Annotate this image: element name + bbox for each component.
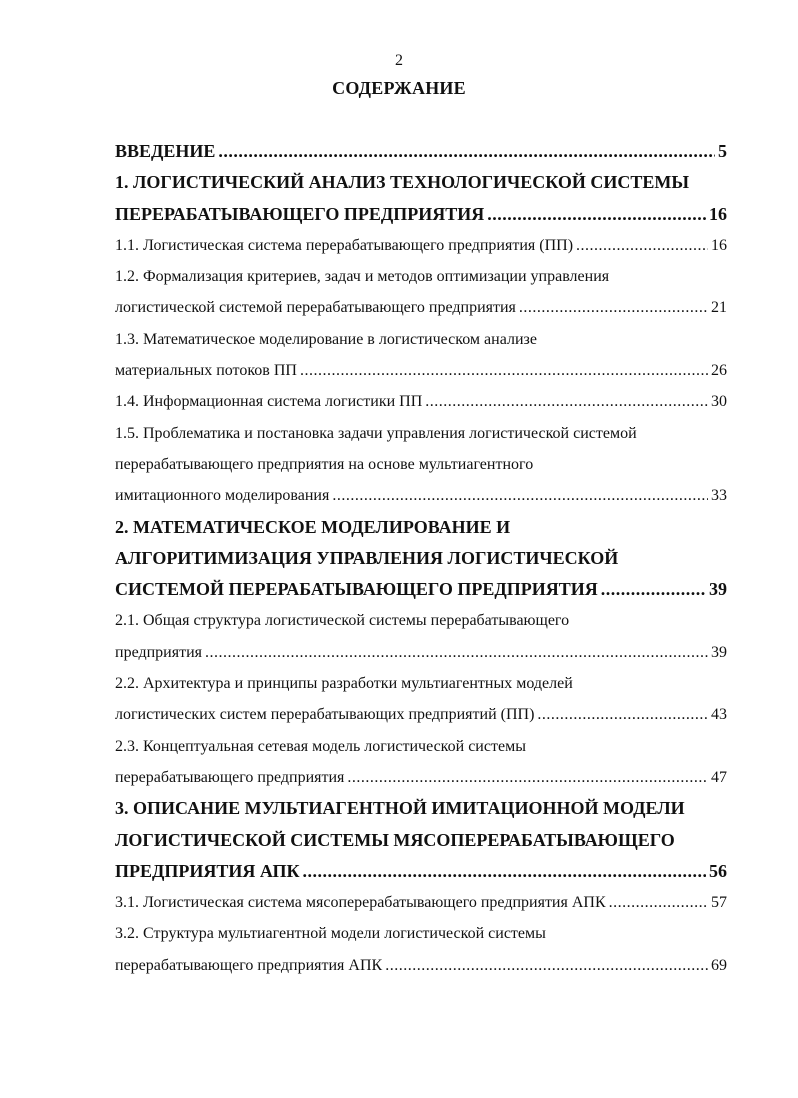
toc-page-number: 5	[718, 141, 727, 161]
toc-line	[115, 199, 727, 230]
toc-entry-text: перерабатывающего предприятия АПК	[115, 956, 383, 974]
toc-leader-dots	[425, 386, 708, 417]
toc-line	[115, 386, 727, 417]
toc-line	[115, 637, 727, 668]
toc-page-number: 69	[711, 956, 727, 974]
toc-line	[115, 543, 727, 574]
toc-line	[115, 887, 727, 918]
toc-line	[115, 136, 727, 167]
toc-entry-text: предприятия	[115, 643, 202, 661]
toc-line	[115, 699, 727, 730]
toc-entry-text: 1.4. Информационная система логистики ПП	[115, 393, 423, 411]
toc-page-number: 39	[709, 579, 727, 600]
toc-leader-dots	[519, 292, 708, 323]
toc-page-number: 33	[711, 487, 727, 505]
toc-line	[115, 762, 727, 793]
toc-entry-text: логистических систем перерабатывающих предприятий (ПП)	[115, 706, 535, 724]
toc-line	[115, 918, 727, 949]
toc-page-number: 16	[711, 236, 727, 254]
page-title: СОДЕРЖАНИЕ	[332, 78, 466, 98]
toc-page-number: 57	[711, 894, 727, 912]
toc-entry-text: имитационного моделирования	[115, 487, 330, 505]
toc-line	[115, 793, 727, 824]
toc-line	[115, 512, 727, 543]
toc-leader-dots	[537, 699, 708, 730]
toc-leader-dots	[576, 230, 708, 261]
toc-line	[115, 731, 727, 762]
toc-entry-text: перерабатывающего предприятия	[115, 768, 345, 786]
toc-entry-text: 1.1. Логистическая система перерабатывающего предприятия (ПП)	[115, 236, 574, 254]
toc-page-number: 21	[711, 299, 727, 317]
toc-entry-text: 1.5. Проблематика и постановка задачи управления логистической системой	[115, 424, 637, 442]
toc-line	[115, 605, 727, 636]
toc-entry-text: ПРЕДПРИЯТИЯ АПК	[115, 860, 300, 881]
toc-line	[115, 480, 727, 511]
toc-entry-text: 2.3. Концептуальная сетевая модель логистической системы	[115, 737, 526, 755]
toc-entry-text: 3.1. Логистическая система мясоперерабатывающего предприятия АПК	[115, 894, 606, 912]
toc-entry-text: 2.2. Архитектура и принципы разработки мультиагентных моделей	[115, 675, 573, 693]
toc-entry-text: 1.2. Формализация критериев, задач и методов оптимизации управления	[115, 268, 610, 286]
toc-line	[115, 950, 727, 981]
toc-entry-text: ПЕРЕРАБАТЫВАЮЩЕГО ПРЕДПРИЯТИЯ	[115, 203, 485, 224]
toc-leader-dots	[218, 136, 715, 167]
toc-entry-text: 3. ОПИСАНИЕ МУЛЬТИАГЕНТНОЙ ИМИТАЦИОННОЙ МОДЕЛИ	[115, 798, 685, 819]
toc-entry-text: 1. ЛОГИСТИЧЕСКИЙ АНАЛИЗ ТЕХНОЛОГИЧЕСКОЙ СИСТЕМЫ	[115, 172, 690, 193]
toc-leader-dots	[303, 856, 707, 887]
page-number: 2	[395, 52, 403, 69]
toc-leader-dots	[487, 199, 706, 230]
toc-page-number: 47	[711, 768, 727, 786]
toc-leader-dots	[347, 762, 708, 793]
table-of-contents	[115, 136, 727, 981]
toc-leader-dots	[332, 480, 708, 511]
toc-line	[115, 292, 727, 323]
toc-line	[115, 449, 727, 480]
toc-line	[115, 230, 727, 261]
toc-line	[115, 261, 727, 292]
toc-page-number: 26	[711, 362, 727, 380]
toc-page-number: 30	[711, 393, 727, 411]
toc-entry-text: АЛГОРИТИМИЗАЦИЯ УПРАВЛЕНИЯ ЛОГИСТИЧЕСКОЙ	[115, 547, 619, 568]
toc-line	[115, 418, 727, 449]
toc-line	[115, 668, 727, 699]
toc-page-number: 56	[709, 860, 727, 881]
toc-line	[115, 167, 727, 198]
toc-entry-text: 3.2. Структура мультиагентной модели логистической системы	[115, 925, 546, 943]
toc-line	[115, 574, 727, 605]
toc-line	[115, 324, 727, 355]
toc-entry-text: ВВЕДЕНИЕ	[115, 141, 216, 161]
toc-line	[115, 355, 727, 386]
toc-leader-dots	[300, 355, 708, 386]
toc-entry-text: материальных потоков ПП	[115, 362, 297, 380]
toc-line	[115, 825, 727, 856]
toc-leader-dots	[205, 637, 708, 668]
toc-entry-text: логистической системой перерабатывающего предприятия	[115, 299, 516, 317]
toc-line	[115, 856, 727, 887]
toc-entry-text: перерабатывающего предприятия на основе мультиагентного	[115, 455, 534, 473]
toc-leader-dots	[601, 574, 706, 605]
toc-entry-text: 2. МАТЕМАТИЧЕСКОЕ МОДЕЛИРОВАНИЕ И	[115, 516, 511, 537]
toc-entry-text: 1.3. Математическое моделирование в логистическом анализе	[115, 330, 537, 348]
toc-leader-dots	[609, 887, 708, 918]
toc-page-number: 43	[711, 706, 727, 724]
toc-page-number: 39	[711, 643, 727, 661]
toc-entry-text: ЛОГИСТИЧЕСКОЙ СИСТЕМЫ МЯСОПЕРЕРАБАТЫВАЮЩЕГО	[115, 829, 675, 850]
toc-entry-text: СИСТЕМОЙ ПЕРЕРАБАТЫВАЮЩЕГО ПРЕДПРИЯТИЯ	[115, 579, 598, 600]
toc-entry-text: 2.1. Общая структура логистической системы перерабатывающего	[115, 612, 570, 630]
toc-page-number: 16	[709, 203, 727, 224]
toc-leader-dots	[385, 950, 708, 981]
